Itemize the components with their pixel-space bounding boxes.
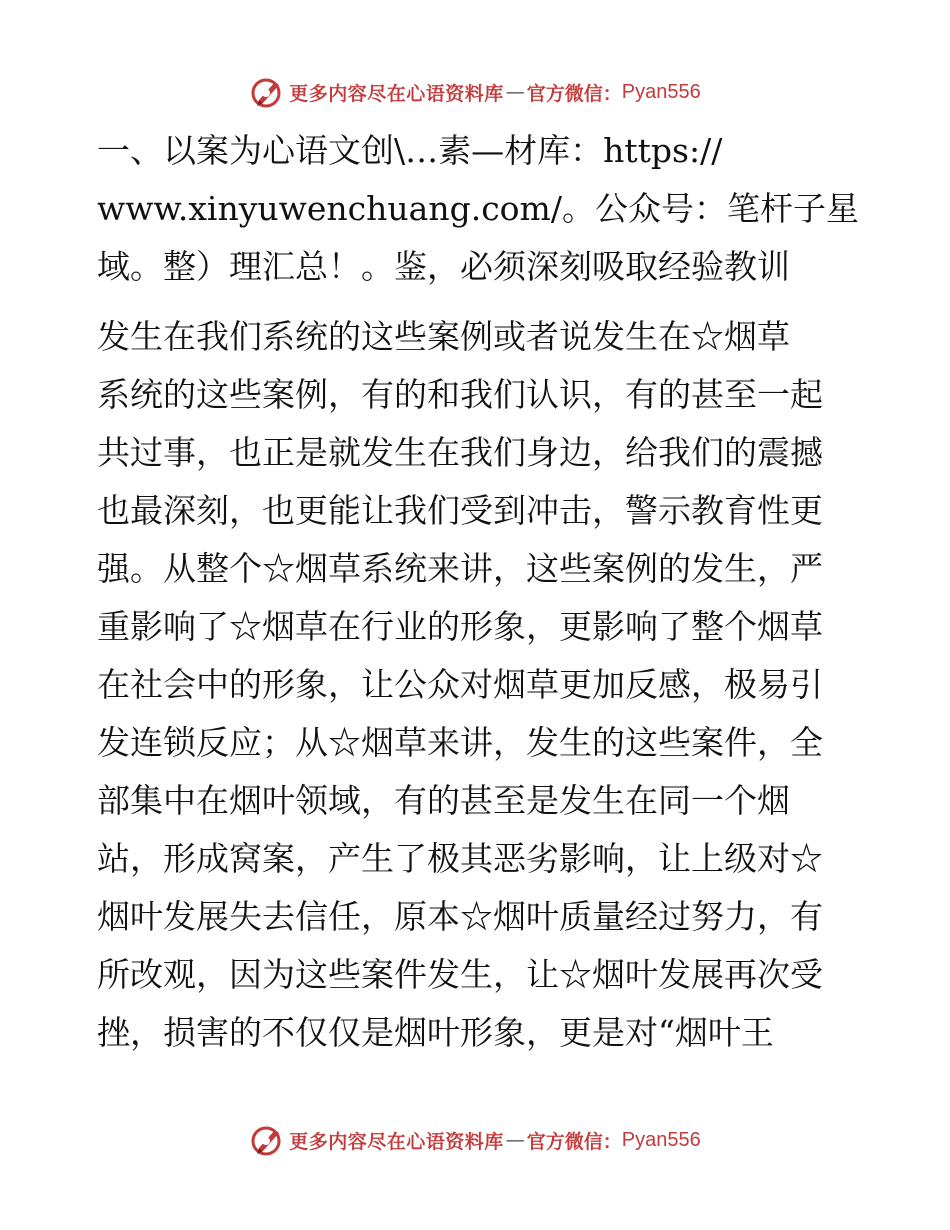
paragraph-line: 挫，损害的不仅仅是烟叶形象，更是对“烟叶王 <box>97 1013 774 1052</box>
section-heading <box>97 122 859 296</box>
heading-line: 一、以案为心语文创\…素—材库：https:// <box>97 131 723 170</box>
banner-wechat-id: Pyan556 <box>621 80 701 103</box>
heading-line: www.xinyuwenchuang.com/。公众号：笔杆子星 <box>97 189 859 228</box>
paragraph-line: 强。从整个☆烟草系统来讲，这些案例的发生，严 <box>97 549 823 588</box>
paragraph-line: 部集中在烟叶领域，有的甚至是发生在同一个烟 <box>97 781 790 820</box>
paragraph-line: 在社会中的形象，让公众对烟草更加反感，极易引 <box>97 665 823 704</box>
paragraph-line: 也最深刻，也更能让我们受到冲击，警示教育性更 <box>97 491 823 530</box>
paragraph-line: 站，形成窝案，产生了极其恶劣影响，让上级对☆ <box>97 839 823 878</box>
banner-separator: — <box>505 1129 525 1151</box>
document-body <box>97 122 859 1062</box>
banner-site-text: 更多内容尽在心语资料库 <box>289 82 504 105</box>
paragraph-line: 系统的这些案例，有的和我们认识，有的甚至一起 <box>97 375 823 414</box>
banner-site-text: 更多内容尽在心语资料库 <box>289 1130 504 1153</box>
pen-logo-icon <box>249 74 285 110</box>
paragraph-line: 发生在我们系统的这些案例或者说发生在☆烟草 <box>97 317 790 356</box>
banner-wechat-label: 官方微信： <box>526 82 622 105</box>
paragraph-line: 重影响了☆烟草在行业的形象，更影响了整个烟草 <box>97 607 823 646</box>
banner-separator: — <box>505 81 525 103</box>
paragraph-line: 共过事，也正是就发生在我们身边，给我们的震撼 <box>97 433 823 472</box>
paragraph-line: 烟叶发展失去信任，原本☆烟叶质量经过努力，有 <box>97 897 823 936</box>
header-watermark-banner <box>0 72 950 112</box>
banner-wechat-id: Pyan556 <box>621 1128 701 1151</box>
heading-line: 域。整）理汇总！。鉴，必须深刻吸取经验教训 <box>97 247 790 286</box>
paragraph-line: 所改观，因为这些案件发生，让☆烟叶发展再次受 <box>97 955 823 994</box>
pen-logo-icon <box>249 1122 285 1158</box>
banner-wechat-label: 官方微信： <box>526 1130 622 1153</box>
footer-watermark-banner <box>0 1120 950 1160</box>
paragraph-line: 发连锁反应；从☆烟草来讲，发生的这些案件，全 <box>97 723 823 762</box>
body-paragraph <box>97 308 849 1062</box>
